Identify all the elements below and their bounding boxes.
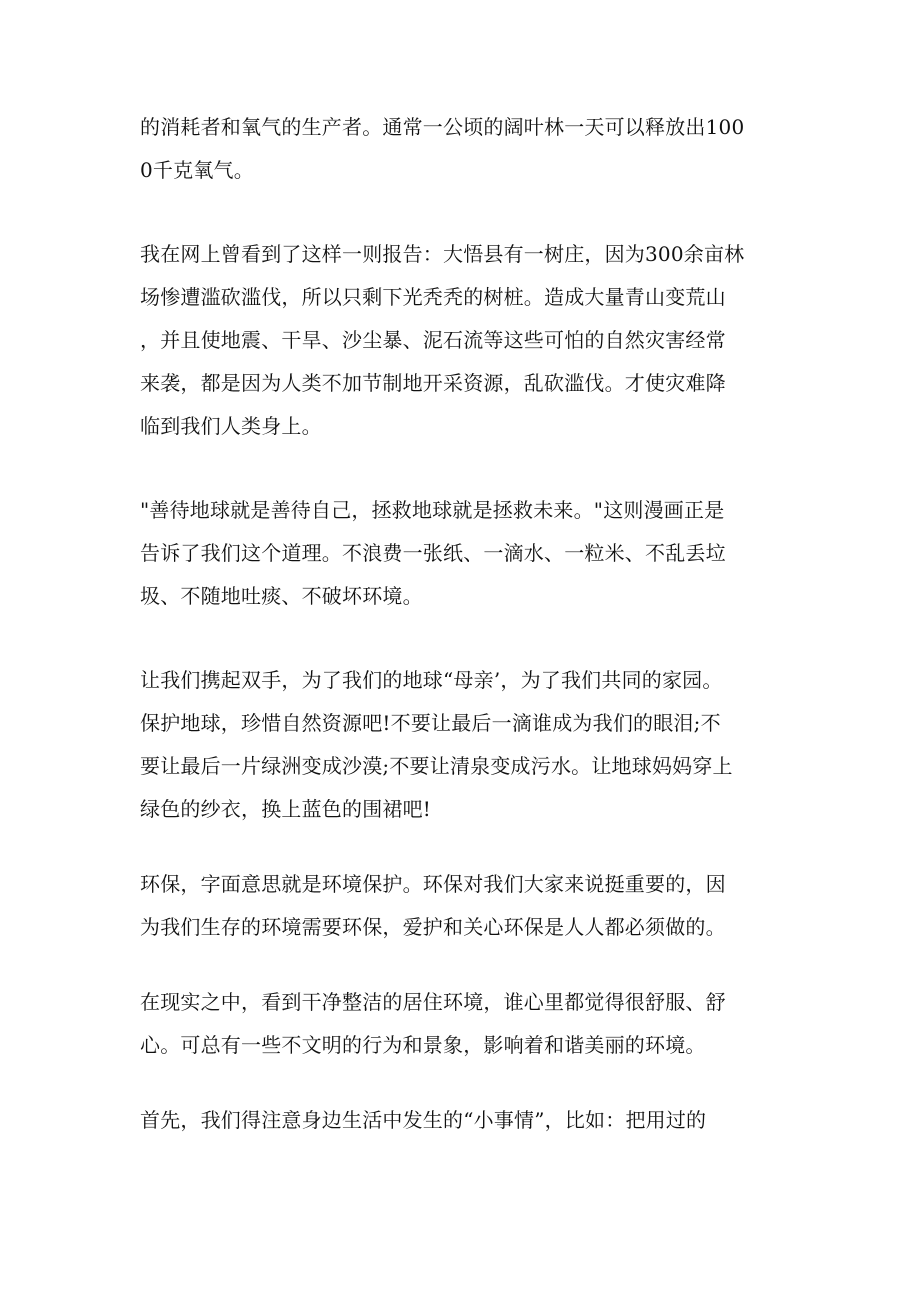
paragraph-4-line-4: 绿色的纱衣，换上蓝色的围裙吧!	[140, 797, 432, 821]
paragraph-5-line-1: 环保，字面意思就是环境保护。环保对我们大家来说挺重要的，因	[140, 872, 726, 896]
paragraph-1-line-1: 的消耗者和氧气的生产者。通常一公顷的阔叶林一天可以释放出100	[140, 115, 745, 139]
paragraph-7-line-1: 首先，我们得注意身边生活中发生的“小事情”，比如：把用过的	[140, 1108, 707, 1132]
paragraph-6-line-1: 在现实之中，看到干净整洁的居住环境，谁心里都觉得很舒服、舒	[140, 990, 726, 1014]
paragraph-2-line-5: 临到我们人类身上。	[140, 414, 322, 438]
paragraph-4-line-2: 保护地球，珍惜自然资源吧!不要让最后一滴谁成为我们的眼泪;不	[140, 711, 721, 735]
paragraph-3-line-2: 告诉了我们这个道理。不浪费一张纸、一滴水、一粒米、不乱丢垃	[140, 541, 726, 565]
paragraph-2-line-3: ，并且使地震、干旱、沙尘暴、泥石流等这些可怕的自然灾害经常	[140, 328, 726, 352]
paragraph-2-line-2: 场惨遭滥砍滥伐，所以只剩下光秃秃的树桩。造成大量青山变荒山	[140, 285, 726, 309]
paragraph-3-line-3: 圾、不随地吐痰、不破坏环境。	[140, 584, 423, 608]
paragraph-2-line-1: 我在网上曾看到了这样一则报告：大悟县有一树庄，因为300余亩林	[140, 242, 745, 266]
paragraph-4-line-1: 让我们携起双手，为了我们的地球“母亲’，为了我们共同的家园。	[140, 668, 723, 692]
paragraph-4-line-3: 要让最后一片绿洲变成沙漠;不要让清泉变成污水。让地球妈妈穿上	[140, 754, 733, 778]
paragraph-1-line-2: 0千克氧气。	[140, 158, 254, 182]
paragraph-6-line-2: 心。可总有一些不文明的行为和景象，影响着和谐美丽的环境。	[140, 1033, 706, 1057]
paragraph-5-line-2: 为我们生存的环境需要环保，爱护和关心环保是人人都必须做的。	[140, 915, 726, 939]
paragraph-2-line-4: 来袭，都是因为人类不加节制地开采资源，乱砍滥伐。才使灾难降	[140, 371, 726, 395]
paragraph-3-line-1: "善待地球就是善待自己，拯救地球就是拯救未来。"这则漫画正是	[140, 498, 725, 522]
